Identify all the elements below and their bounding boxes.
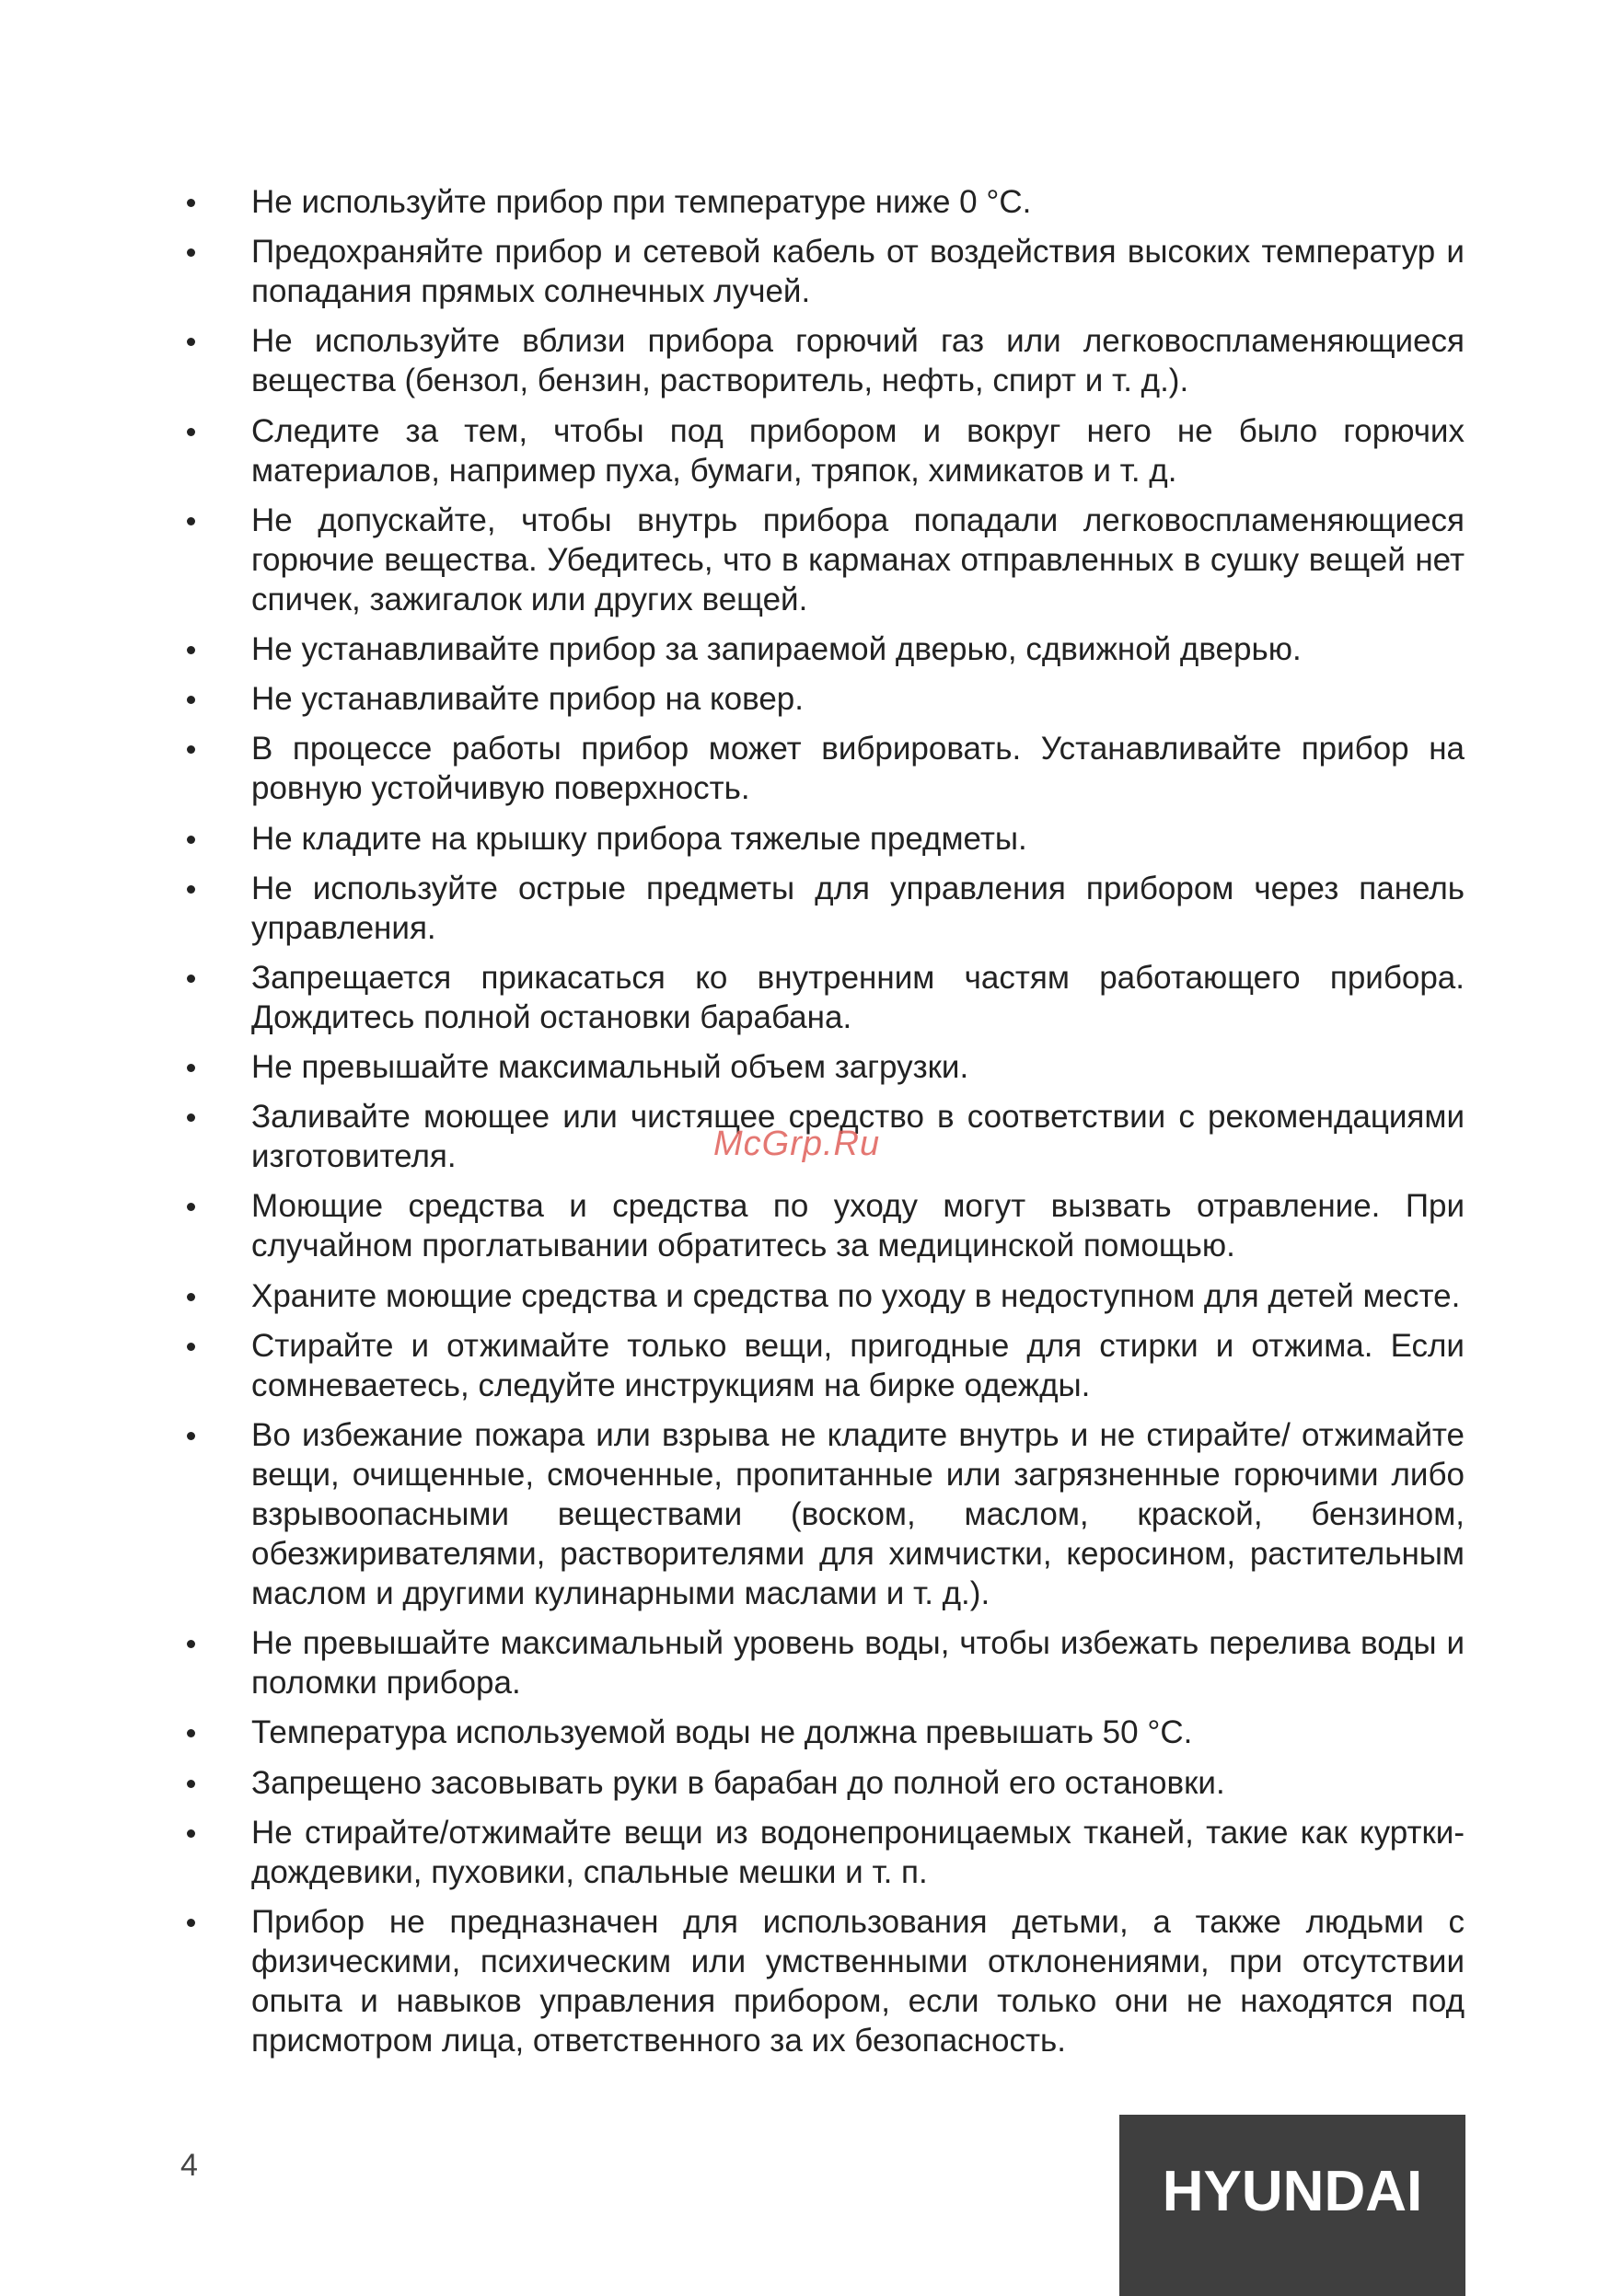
list-item: Запрещается прикасаться ко внутренним частям работающего прибора. Дождитесь полной остановки барабана.	[179, 958, 1465, 1037]
list-item: Не используйте прибор при температуре ниже 0 °C.	[179, 182, 1465, 222]
list-item: Запрещено засовывать руки в барабан до полной его остановки.	[179, 1763, 1465, 1803]
list-item: Не превышайте максимальный объем загрузки.	[179, 1047, 1465, 1087]
list-item: Температура используемой воды не должна превышать 50 °C.	[179, 1713, 1465, 1752]
brand-logo-text: HYUNDAI	[1162, 2160, 1423, 2223]
watermark-text: McGrp.Ru	[713, 1125, 881, 1163]
list-item: Не допускайте, чтобы внутрь прибора попадали легковоспламеняющиеся горючие вещества. Убедитесь, что в карманах отправленных в сушку вещей нет спичек, зажигалок или других вещей.	[179, 501, 1465, 619]
list-item: Храните моющие средства и средства по уходу в недоступном для детей месте.	[179, 1276, 1465, 1316]
list-item: Во избежание пожара или взрыва не кладите внутрь и не стирайте/ отжимайте вещи, очищенные, смоченные, пропитанные или загрязненные горючими либо взрывоопасными веществами (воском, маслом, краской, бензином, обезжиривателями, растворителями для химчистки, керосином, растительным маслом и другими кулинарными маслами и т. д.).	[179, 1415, 1465, 1613]
list-item: Заливайте моющее или чистящее средство в соответствии с рекомендациями изготовителя.	[179, 1097, 1465, 1176]
list-item: Стирайте и отжимайте только вещи, пригодные для стирки и отжима. Если сомневаетесь, следуйте инструкциям на бирке одежды.	[179, 1326, 1465, 1405]
list-item: Предохраняйте прибор и сетевой кабель от воздействия высоких температур и попадания прямых солнечных лучей.	[179, 232, 1465, 311]
brand-logo	[1119, 2115, 1465, 2296]
page-number: 4	[180, 2148, 198, 2183]
list-item: Не используйте вблизи прибора горючий газ или легковоспламеняющиеся вещества (бензол, бензин, растворитель, нефть, спирт и т. д.).	[179, 321, 1465, 400]
list-item: Не используйте острые предметы для управления прибором через панель управления.	[179, 869, 1465, 948]
list-item: Не кладите на крышку прибора тяжелые предметы.	[179, 819, 1465, 859]
list-item: Не превышайте максимальный уровень воды, чтобы избежать перелива воды и поломки прибора.	[179, 1623, 1465, 1702]
list-item: Не устанавливайте прибор за запираемой дверью, сдвижной дверью.	[179, 629, 1465, 669]
list-item: Не стирайте/отжимайте вещи из водонепроницаемых тканей, такие как куртки-дождевики, пуховики, спальные мешки и т. п.	[179, 1813, 1465, 1892]
list-item: Моющие средства и средства по уходу могут вызвать отравление. При случайном проглатывании обратитесь за медицинской помощью.	[179, 1186, 1465, 1265]
list-item: В процессе работы прибор может вибрировать. Устанавливайте прибор на ровную устойчивую поверхность.	[179, 729, 1465, 808]
list-item: Не устанавливайте прибор на ковер.	[179, 679, 1465, 719]
list-item: Прибор не предназначен для использования детьми, а также людьми с физическими, психическим или умственными отклонениями, при отсутствии опыта и навыков управления прибором, если только они не находятся под присмотром лица, ответственного за их безопасность.	[179, 1902, 1465, 2060]
list-item: Следите за тем, чтобы под прибором и вокруг него не было горючих материалов, например пуха, бумаги, тряпок, химикатов и т. д.	[179, 411, 1465, 490]
